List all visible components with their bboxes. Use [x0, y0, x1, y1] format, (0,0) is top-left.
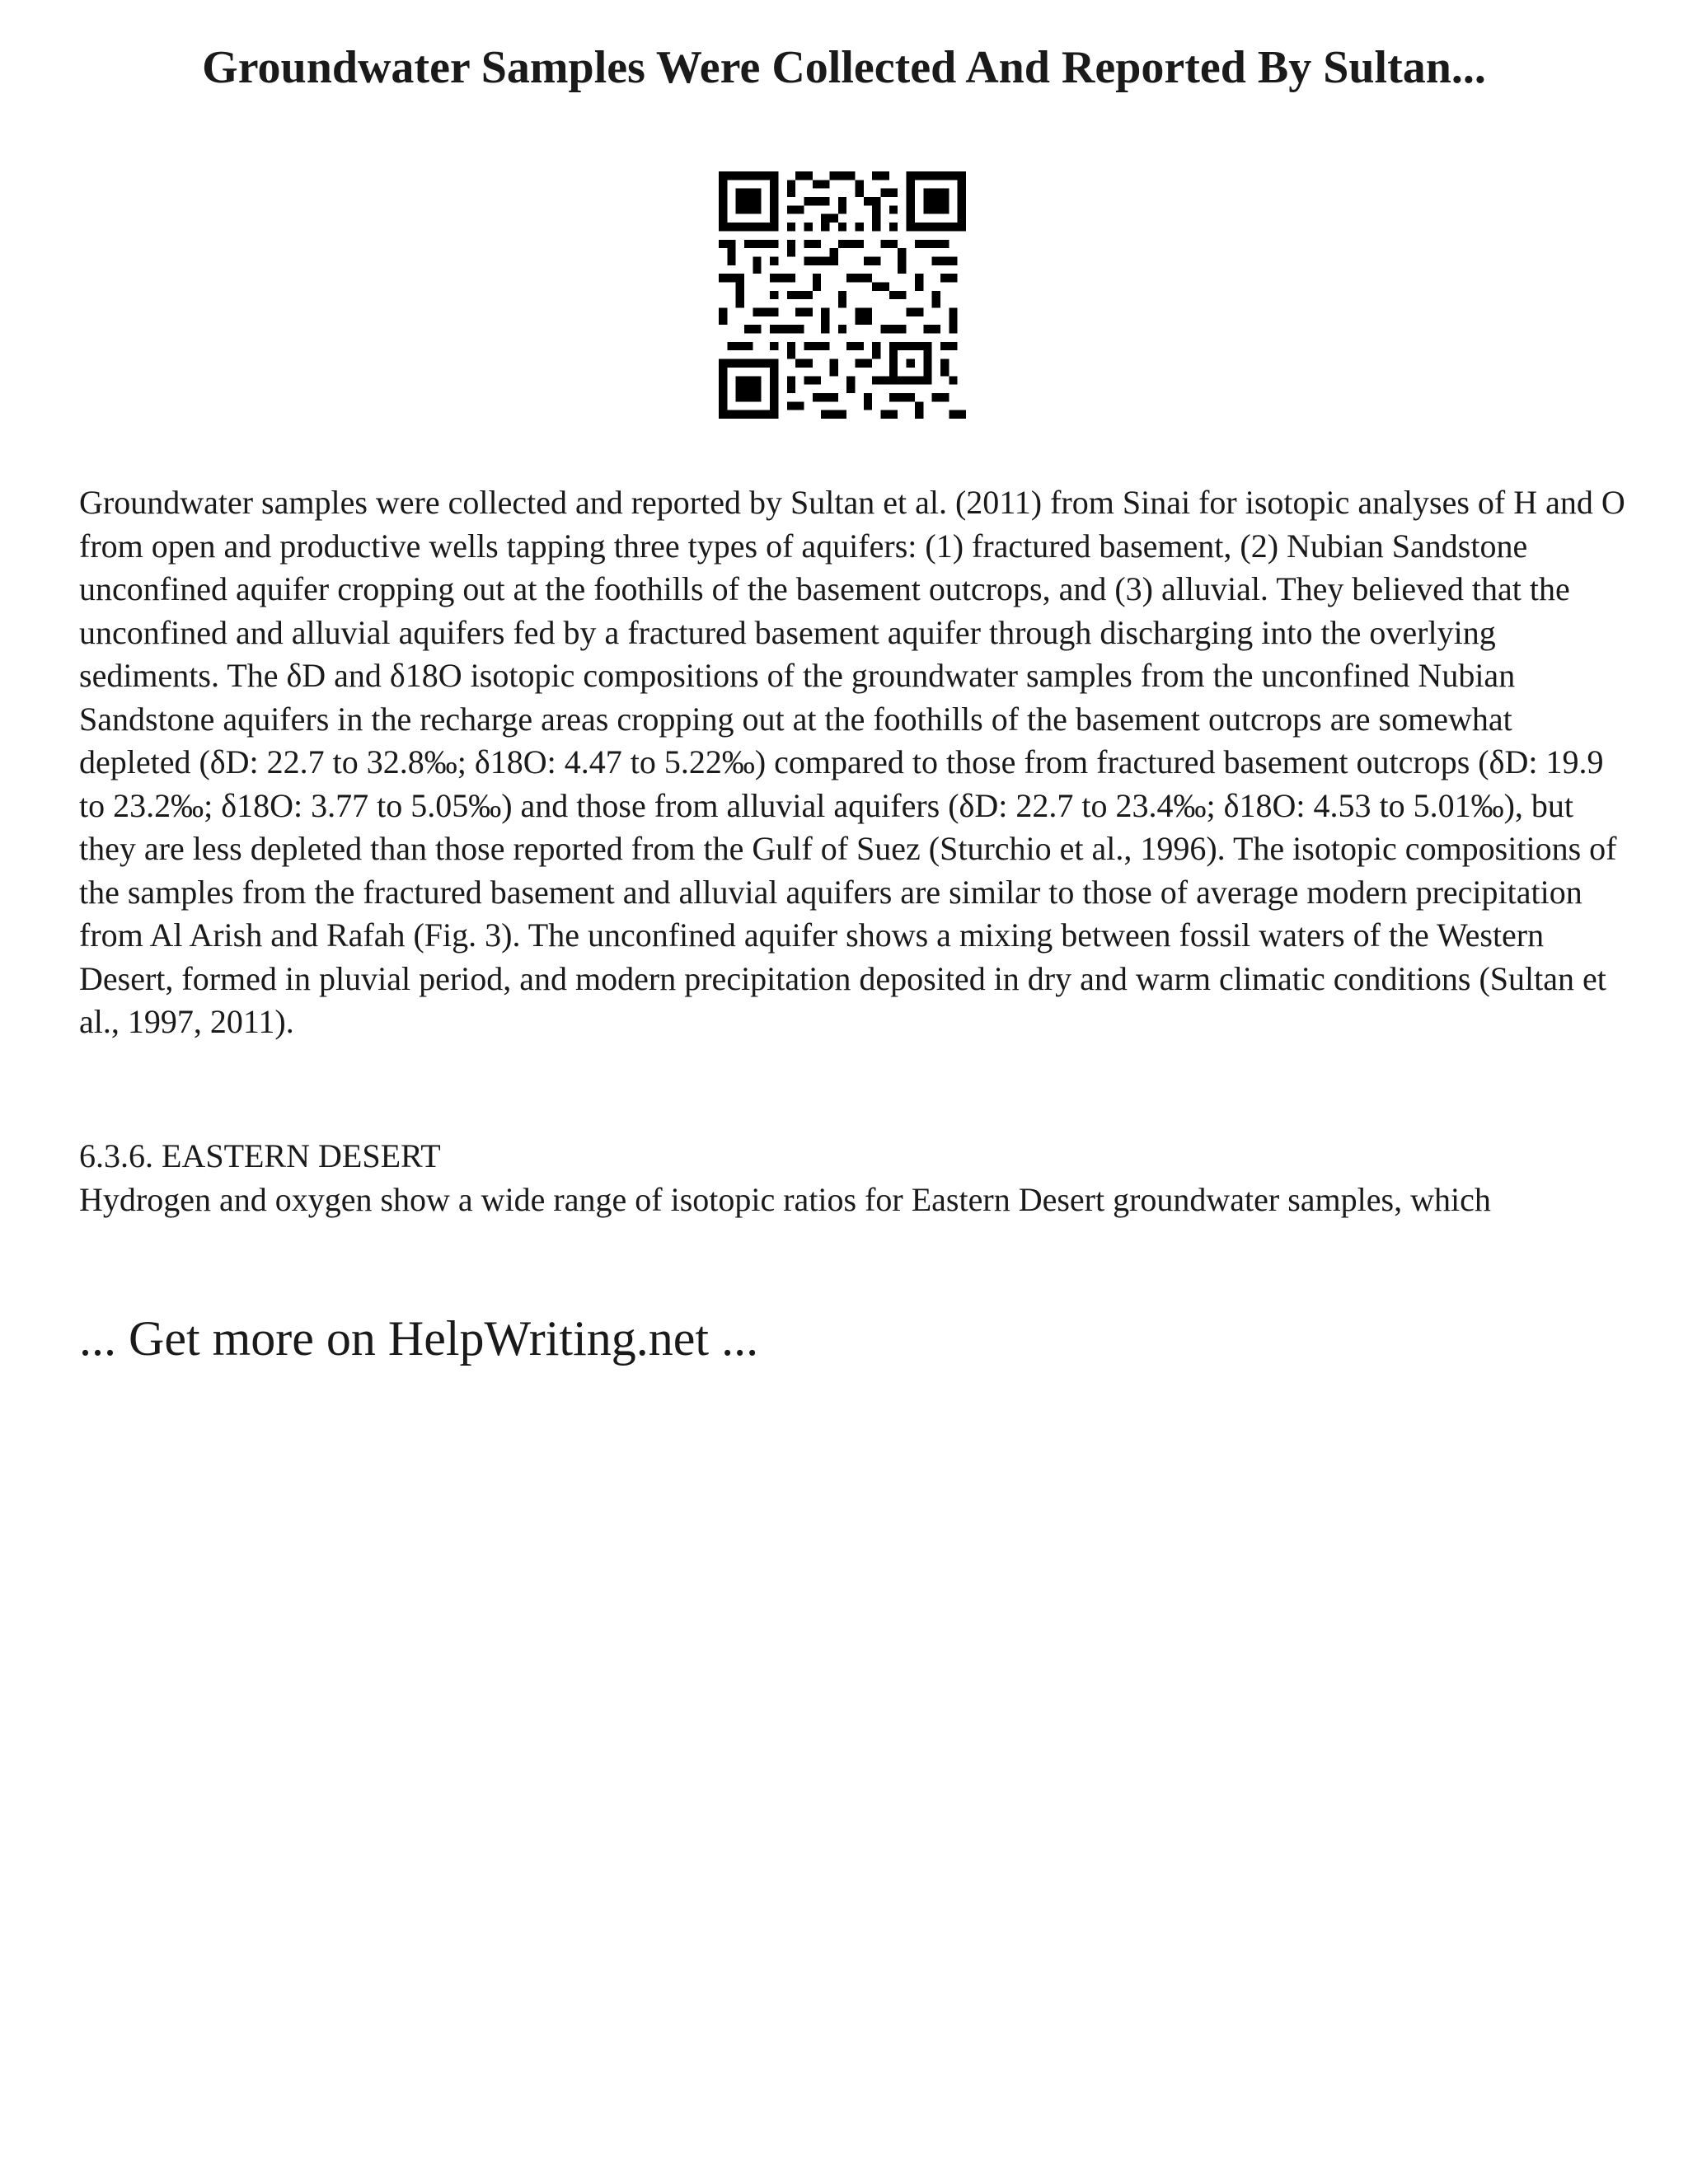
qr-code-icon	[719, 171, 966, 419]
section-heading: 6.3.6. EASTERN DESERT	[79, 1137, 441, 1174]
section-text: Hydrogen and oxygen show a wide range of isotopic ratios for Eastern Desert groundwater samples, which	[79, 1181, 1491, 1218]
get-more-link[interactable]: ... Get more on HelpWriting.net ...	[79, 1311, 759, 1366]
body-paragraph: Groundwater samples were collected and reported by Sultan et al. (2011) from Sinai for isotopic analyses of H and O from open and productive wells tapping three types of aquifers: (1) fractured basement, (2) Nubian Sandstone unconfined aquifer cropping out at the foothills of the basement outcrops, and (3) alluvial. They believed that the unconfined and alluvial aquifers fed by a fractured basement aquifer through discharging into the overlying sediments. The δD and δ18O isotopic compositions of the groundwater samples from the unconfined Nubian Sandstone aquifers in the recharge areas cropping out at the foothills of the basement outcrops are somewhat depleted (δD: 22.7 to 32.8‰; δ18O: 4.47 to 5.22‰) compared to those from fractured basement outcrops (δD: 19.9 to 23.2‰; δ18O: 3.77 to 5.05‰) and those from alluvial aquifers (δD: 22.7 to 23.4‰; δ18O: 4.53 to 5.01‰), but they are less depleted than those reported from the Gulf of Suez (Sturchio et al., 1996). The isotopic compositions of the samples from the fractured basement and alluvial aquifers are similar to those of average modern precipitation from Al Arish and Rafah (Fig. 3). The unconfined aquifer shows a mixing between fossil waters of the Western Desert, formed in pluvial period, and modern precipitation deposited in dry and warm climatic conditions (Sultan et al., 1997, 2011).	[79, 484, 1625, 1040]
page-title: Groundwater Samples Were Collected And Reported By Sultan...	[202, 42, 1486, 93]
